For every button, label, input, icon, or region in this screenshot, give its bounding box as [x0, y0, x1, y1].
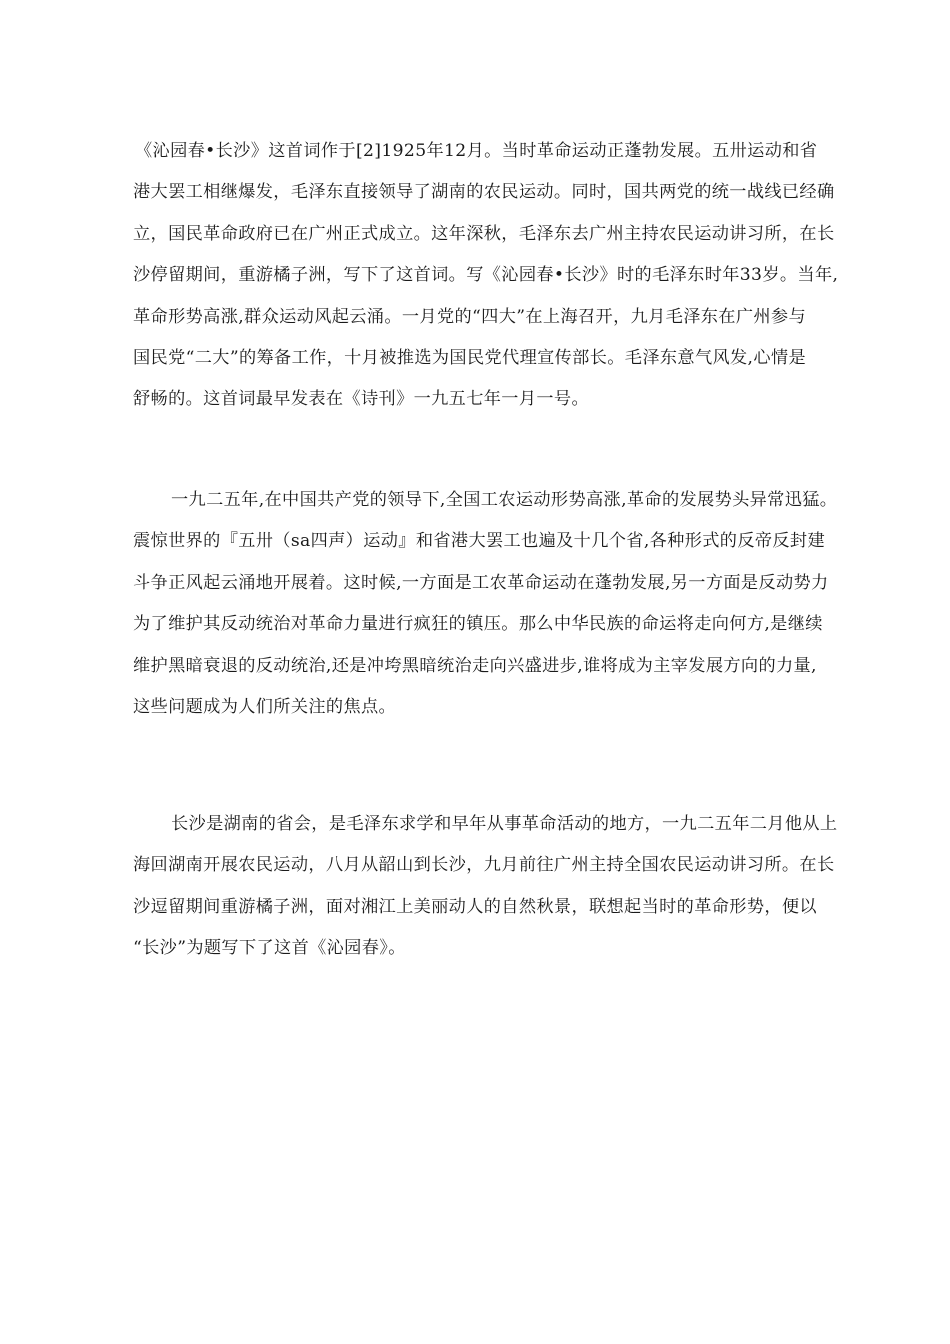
text-line: 斗争正风起云涌地开展着。这时候,一方面是工农革命运动在蓬勃发展,另一方面是反动势力: [133, 572, 829, 593]
text-line: 国民党“二大”的筹备工作，十月被推选为国民党代理宣传部长。毛泽东意气风发,心情是: [133, 348, 806, 369]
text-line: 长沙是湖南的省会，是毛泽东求学和早年从事革命活动的地方，一九二五年二月他从上: [171, 814, 838, 834]
text-line: “长沙”为题写下了这首《沁园春》。: [133, 938, 406, 959]
text-line: 一九二五年,在中国共产党的领导下,全国工农运动形势高涨,革命的发展势头异常迅猛。: [171, 490, 838, 510]
text-line: 沙停留期间，重游橘子洲，写下了这首词。写《沁园春•长沙》时的毛泽东时年33岁。当年,: [133, 265, 839, 286]
text-line: 海回湖南开展农民运动，八月从韶山到长沙，九月前往广州主持全国农民运动讲习所。在长: [133, 855, 835, 876]
paragraph-2: [133, 480, 838, 728]
text-line: 沙逗留期间重游橘子洲，面对湘江上美丽动人的自然秋景，联想起当时的革命形势，便以: [133, 896, 817, 917]
paragraph-1: [133, 131, 839, 421]
text-line: 立，国民革命政府已在广州正式成立。这年深秋，毛泽东去广州主持农民运动讲习所，在长: [133, 223, 835, 244]
text-line: 《沁园春•长沙》这首词作于[2]1925年12月。当时革命运动正蓬勃发展。五卅运动和省: [135, 141, 818, 161]
text-line: 震惊世界的『五卅（sa四声）运动』和省港大罢工也遍及十几个省,各种形式的反帝反封建: [133, 531, 826, 552]
text-line: 港大罢工相继爆发，毛泽东直接领导了湖南的农民运动。同时，国共两党的统一战线已经确: [133, 182, 835, 203]
text-line: 维护黑暗衰退的反动统治,还是冲垮黑暗统治走向兴盛进步,谁将成为主宰发展方向的力量,: [133, 655, 817, 676]
text-line: 革命形势高涨,群众运动风起云涌。一月党的“四大”在上海召开，九月毛泽东在广州参与: [133, 306, 806, 327]
text-line: 为了维护其反动统治对革命力量进行疯狂的镇压。那么中华民族的命运将走向何方,是继续: [133, 614, 823, 635]
paragraph-3: [133, 804, 838, 970]
text-line: 这些问题成为人们所关注的焦点。: [133, 697, 397, 718]
text-line: 舒畅的。这首词最早发表在《诗刊》一九五七年一月一号。: [133, 389, 589, 410]
